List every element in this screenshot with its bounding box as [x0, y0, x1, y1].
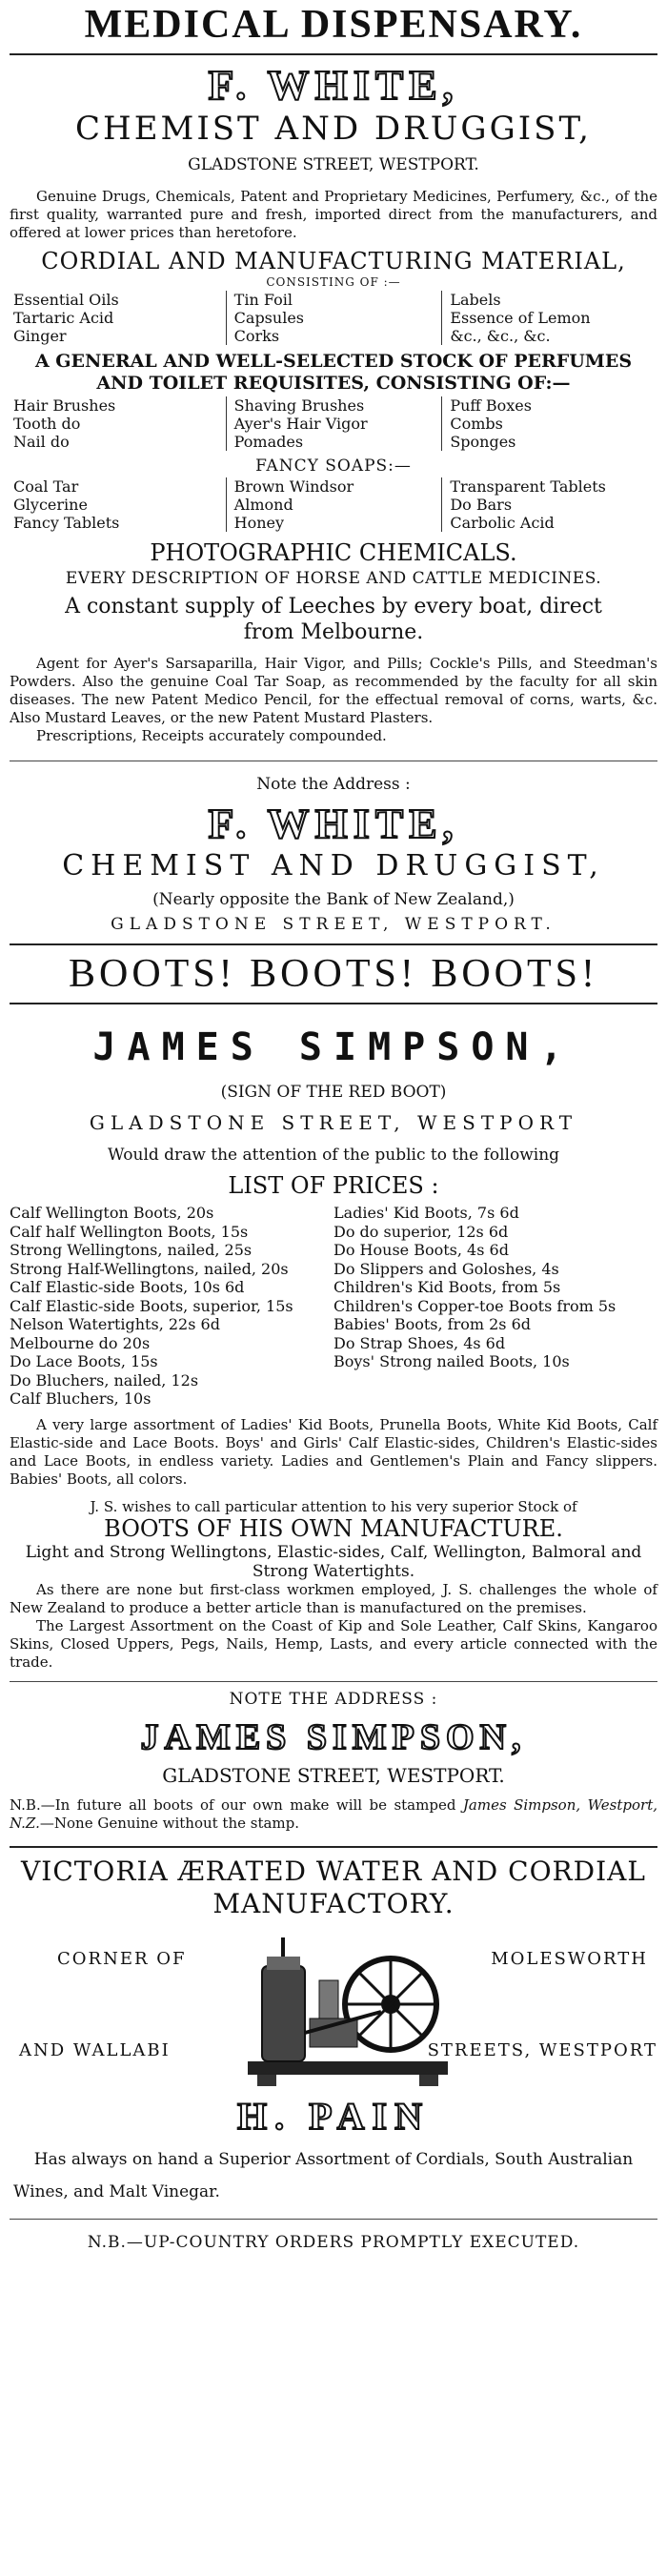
nb-stamp-note: N.B.—In future all boots of our own make will be stamped James Simpson, Westport, N.Z.—None Genuine without the stamp.	[10, 1795, 657, 1832]
price-item: Calf Bluchers, 10s	[10, 1389, 152, 1408]
newspaper-ad-page	[10, 0, 657, 2252]
price-item: Melbourne do 20s	[10, 1333, 151, 1352]
dispensary-address: GLADSTONE STREET, WESTPORT.	[188, 155, 479, 174]
cordial-heading: CORDIAL AND MANUFACTURING MATERIAL,	[41, 248, 626, 274]
section-divider	[10, 1846, 657, 1848]
price-item: Do Strap Shoes, 4s 6d	[334, 1333, 506, 1352]
dispensary-address-2: GLADSTONE STREET, WESTPORT.	[111, 915, 556, 934]
price-item: Do do superior, 12s 6d	[334, 1222, 509, 1241]
list-of-prices-heading: LIST OF PRICES :	[228, 1172, 439, 1199]
victoria-ad	[10, 1856, 657, 2252]
up-country-orders: N.B.—UP-COUNTRY ORDERS PROMPTLY EXECUTED.	[87, 2232, 580, 2252]
general-stock-heading: A GENERAL AND WELL-SELECTED STOCK OF PERFUMES AND TOILET REQUISITES, CONSISTING OF:—	[34, 351, 633, 394]
soap-col-1: Coal Tar Glycerine Fancy Tablets	[13, 477, 120, 532]
price-item: Do House Boots, 4s 6d	[334, 1241, 509, 1259]
price-item: Ladies' Kid Boots, 7s 6d	[334, 1204, 519, 1222]
toilet-col-2: Shaving Brushes Ayer's Hair Vigor Pomades	[226, 396, 442, 451]
divider	[10, 1003, 657, 1004]
price-column-right	[334, 1204, 657, 1409]
cordial-col-2: Tin Foil Capsules Corks	[226, 291, 442, 345]
boots-address: GLADSTONE STREET, WESTPORT	[89, 1111, 578, 1134]
workmen-paragraph: As there are none but first-class workmen employed, J. S. challenges the whole of New Zealand to produce a better article than is manufactured on the premises. The Largest Assortment on the Coast of Kip and Sole Leather, Calf Skins, Kangaroo Skins, Closed Uppers, Pegs, Nails, Hemp, Lasts, and every article connected with the trade.	[10, 1580, 657, 1671]
victoria-body-2: Wines, and Malt Vinegar.	[13, 2181, 220, 2201]
price-list	[10, 1204, 657, 1409]
divider	[10, 1681, 657, 1682]
steam-engine-illustration	[238, 1928, 457, 2090]
soap-col-3: Transparent Tablets Do Bars Carbolic Acid	[441, 477, 657, 532]
chemist-druggist-title-2: CHEMIST AND DRUGGIST,	[62, 849, 605, 882]
consisting-label: CONSISTING OF :—	[266, 275, 401, 289]
price-column-left	[10, 1204, 334, 1409]
price-item: Calf half Wellington Boots, 15s	[10, 1222, 249, 1241]
toilet-col-1: Hair Brushes Tooth do Nail do	[13, 396, 116, 451]
victoria-heading-1: VICTORIA ÆRATED WATER AND CORDIAL	[21, 1855, 646, 1887]
dispensary-ad	[10, 2, 657, 934]
light-strong-line: Light and Strong Wellingtons, Elastic-sides, Calf, Wellington, Balmoral and Strong Watertights.	[25, 1542, 642, 1581]
price-item: Calf Wellington Boots, 20s	[10, 1204, 214, 1222]
assortment-paragraph: A very large assortment of Ladies' Kid Boots, Prunella Boots, White Kid Boots, Calf Elastic-side and Lace Boots. Boys' and Girls' Calf Elastic-sides, Children's Elastic-sides and Lace Boots, in endless variety. Ladies and Gentlemen's Plain and Fancy slippers. Babies' Boots, all colors.	[10, 1415, 657, 1488]
price-item: Babies' Boots, from 2s 6d	[334, 1315, 532, 1333]
own-manufacture-heading: BOOTS OF HIS OWN MANUFACTURE.	[104, 1514, 563, 1542]
cordial-col-3: Labels Essence of Lemon &c., &c., &c.	[441, 291, 657, 345]
red-boot-sign: (SIGN OF THE RED BOOT)	[220, 1083, 447, 1102]
js-wishes: J. S. wishes to call particular attention to his very superior Stock of	[90, 1497, 577, 1515]
victoria-body-1: Has always on hand a Superior Assortment of Cordials, South Australian	[33, 2149, 634, 2169]
price-item: Calf Elastic-side Boots, 10s 6d	[10, 1278, 245, 1296]
toilet-columns	[10, 396, 657, 451]
price-item: Do Lace Boots, 15s	[10, 1352, 158, 1370]
soap-columns	[10, 477, 657, 532]
horse-cattle-heading: EVERY DESCRIPTION OF HORSE AND CATTLE MEDICINES.	[65, 569, 602, 588]
leeches-line: A constant supply of Leeches by every boat, direct from Melbourne.	[65, 595, 602, 644]
victoria-heading-2: MANUFACTORY.	[212, 1887, 455, 1919]
corner-row: CORNER OF MOLESWORTH	[57, 1948, 648, 1969]
soap-col-2: Brown Windsor Almond Honey	[226, 477, 442, 532]
f-white-name: F. WHITE,	[208, 62, 459, 109]
james-simpson-name-2: JAMES SIMPSON,	[140, 1716, 527, 1757]
boots-heading: BOOTS! BOOTS! BOOTS!	[68, 952, 599, 996]
divider	[10, 2219, 657, 2220]
toilet-col-3: Puff Boxes Combs Sponges	[441, 396, 657, 451]
dispensary-intro: Genuine Drugs, Chemicals, Patent and Proprietary Medicines, Perfumery, &c., of the first quality, warranted pure and fresh, imported direct from the manufacturers, and offered at lower prices than heretofore.	[10, 188, 657, 241]
price-item: Calf Elastic-side Boots, superior, 15s	[10, 1296, 293, 1315]
divider	[10, 53, 657, 55]
cordial-col-1: Essential Oils Tartaric Acid Ginger	[13, 291, 119, 345]
attention-line: Would draw the attention of the public to the following	[107, 1146, 560, 1165]
price-item: Nelson Watertights, 22s 6d	[10, 1315, 220, 1333]
note-address: Note the Address :	[256, 775, 411, 794]
section-divider	[10, 943, 657, 945]
agent-paragraph: Agent for Ayer's Sarsaparilla, Hair Vigor, and Pills; Cockle's Pills, and Steedman's Powders. Also the genuine Coal Tar Soap, as recommended by the faculty for all skin diseases. The new Patent Medico Pencil, for the effectual removal of corns, warts, &c. Also Mustard Leaves, or the new Patent Mustard Plasters. Prescriptions, Receipts accurately compounded.	[10, 655, 657, 744]
price-item: Do Bluchers, nailed, 12s	[10, 1370, 199, 1389]
dispensary-heading: MEDICAL DISPENSARY.	[84, 3, 583, 47]
chemist-druggist-title: CHEMIST AND DRUGGIST,	[75, 110, 592, 148]
boots-ad	[10, 951, 657, 1833]
engine-block	[10, 1928, 657, 2090]
price-item: Do Slippers and Goloshes, 4s	[334, 1259, 559, 1278]
and-row: AND WALLABI STREETS, WESTPORT	[19, 2039, 657, 2060]
james-simpson-name: JAMES SIMPSON,	[92, 1025, 575, 1069]
price-item: Boys' Strong nailed Boots, 10s	[334, 1352, 570, 1370]
photographic-heading: PHOTOGRAPHIC CHEMICALS.	[150, 539, 517, 566]
price-item: Strong Wellingtons, nailed, 25s	[10, 1241, 253, 1259]
cordial-columns	[10, 291, 657, 345]
price-item: Children's Copper-toe Boots from 5s	[334, 1296, 616, 1315]
price-item: Strong Half-Wellingtons, nailed, 20s	[10, 1259, 289, 1278]
boots-address-2: GLADSTONE STREET, WESTPORT.	[162, 1763, 505, 1787]
note-the-address: NOTE THE ADDRESS :	[229, 1689, 438, 1709]
fancy-soaps-heading: FANCY SOAPS:—	[255, 456, 412, 476]
opposite-bank: (Nearly opposite the Bank of New Zealand,)	[152, 890, 515, 909]
h-pain-name: H. PAIN	[237, 2094, 430, 2138]
price-item: Children's Kid Boots, from 5s	[334, 1278, 561, 1296]
f-white-name-2: F. WHITE,	[208, 801, 459, 847]
